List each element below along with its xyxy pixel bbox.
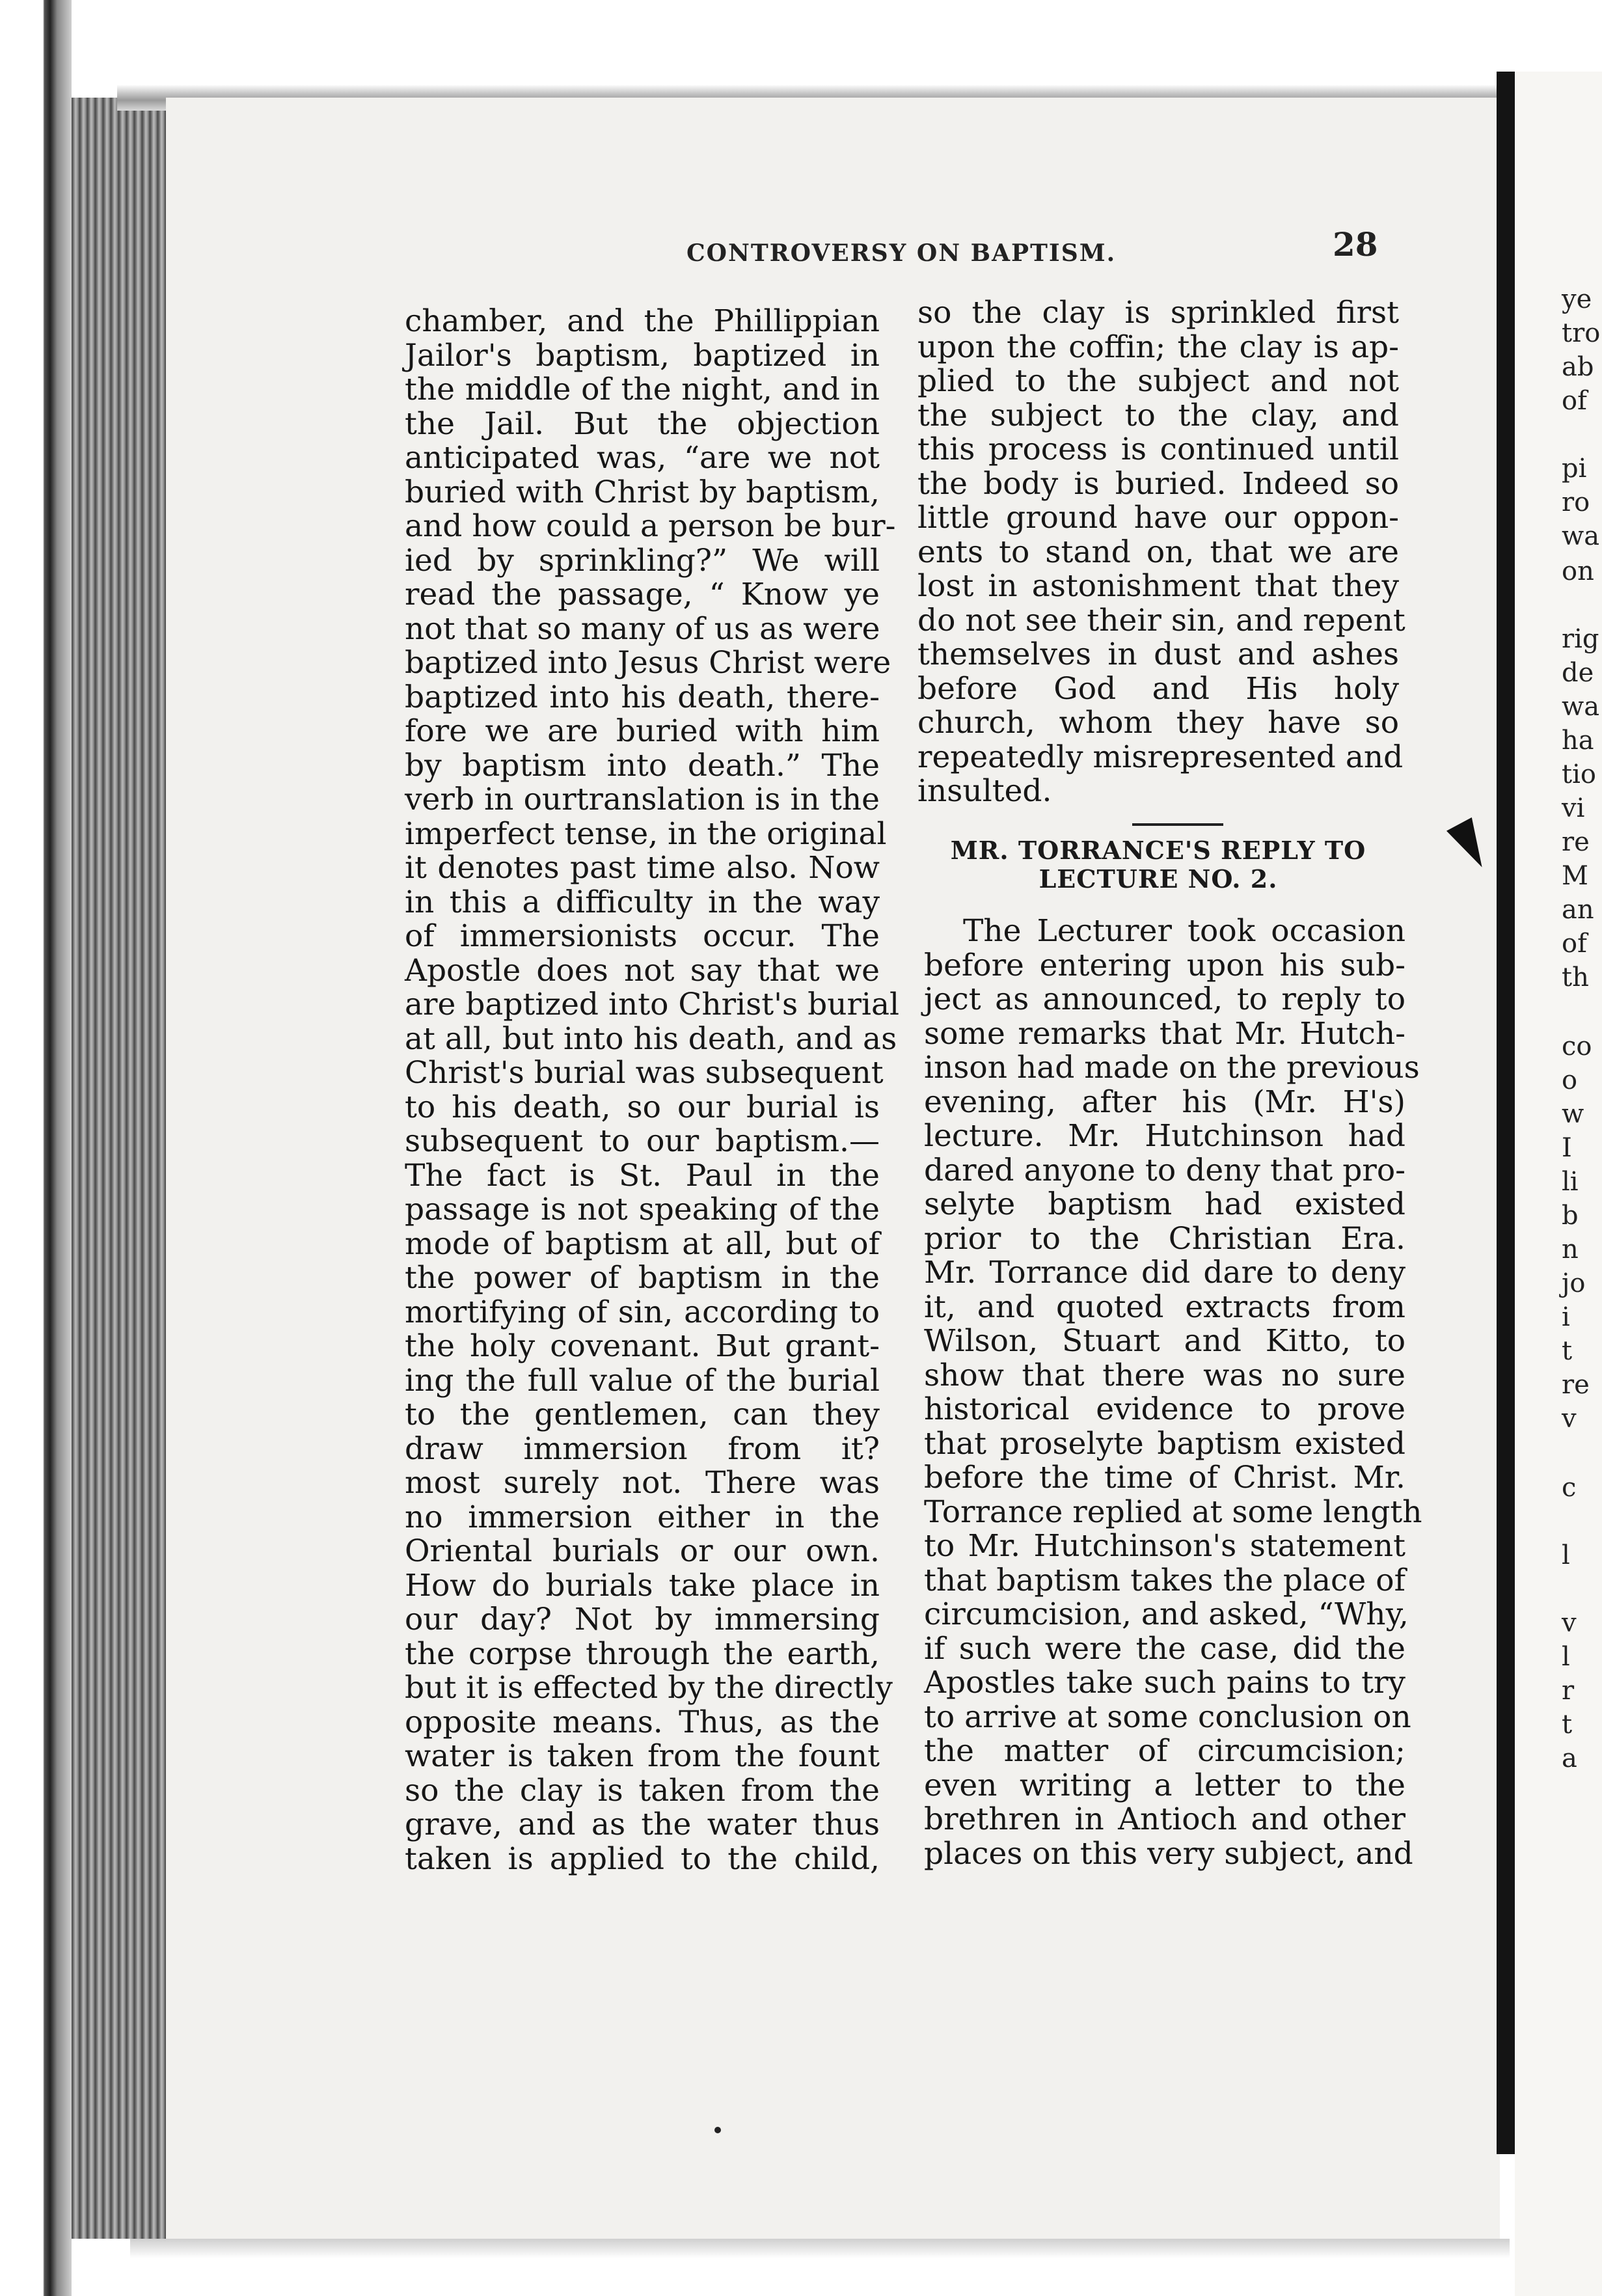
text-line: Christ's burial was subsequent — [405, 1055, 884, 1091]
text-line: Jailor's baptism, baptized in — [405, 337, 880, 374]
left-column — [405, 303, 900, 1877]
text-line: the power of baptism in the — [405, 1260, 880, 1296]
text-line: opposite means. Thus, as the — [405, 1704, 880, 1740]
text-line: that baptism takes the place of — [924, 1562, 1405, 1598]
text-line: ents to stand on, that we are — [917, 534, 1399, 570]
text-line: places on this very subject, and — [924, 1835, 1413, 1872]
adjacent-page-fragment: of — [1562, 386, 1587, 416]
text-line: church, whom they have so — [917, 705, 1399, 741]
section-heading — [937, 836, 1379, 894]
adjacent-page-fragment: o — [1562, 1065, 1578, 1095]
text-line: ject as announced, to reply to — [924, 981, 1405, 1017]
right-column-top — [917, 295, 1405, 809]
running-title: CONTROVERSY ON BAPTISM. — [686, 239, 1117, 267]
text-line: imperfect tense, in the original — [405, 815, 887, 852]
text-line: to Mr. Hutchinson's statement — [924, 1528, 1405, 1564]
book-gutter — [1497, 72, 1515, 2154]
text-line: How do burials take place in — [405, 1567, 880, 1604]
page-bottom-edge — [130, 2239, 1510, 2258]
text-line: at all, but into his death, and as — [405, 1020, 897, 1057]
adjacent-page-fragment: wa — [1562, 692, 1600, 722]
adjacent-page-fragment: v — [1562, 1608, 1577, 1638]
adjacent-page-fragment: t — [1562, 1710, 1573, 1740]
adjacent-page-fragment: w — [1562, 1099, 1584, 1129]
adjacent-page-fragment: i — [1562, 1302, 1570, 1332]
text-line: the holy covenant. But grant- — [405, 1328, 880, 1364]
text-line: insulted. — [917, 773, 1052, 809]
text-line: Apostle does not say that we — [405, 952, 880, 989]
text-line: show that there was no sure — [924, 1357, 1405, 1393]
adjacent-page-fragment: vi — [1562, 793, 1585, 823]
text-line: dared anyone to deny that pro- — [924, 1152, 1405, 1188]
text-line: inson had made on the previous — [924, 1050, 1420, 1086]
text-line: before entering upon his sub- — [924, 947, 1405, 983]
adjacent-page-fragment: jo — [1562, 1268, 1586, 1298]
text-line: ing the full value of the burial — [405, 1362, 880, 1399]
text-line: our day? Not by immersing — [405, 1602, 880, 1637]
text-line: the corpse through the earth, — [405, 1635, 880, 1672]
section-divider — [1132, 823, 1223, 826]
section-heading-line1: MR. TORRANCE'S REPLY TO — [950, 836, 1366, 865]
text-line: baptized into his death, there- — [405, 679, 880, 715]
adjacent-page-fragment: li — [1562, 1167, 1579, 1197]
text-line: baptized into Jesus Christ were — [405, 645, 891, 681]
text-line: if such were the case, did the — [924, 1630, 1405, 1667]
text-line: fore we are buried with him — [405, 713, 880, 749]
adjacent-page-fragment: b — [1562, 1201, 1579, 1231]
text-line: some remarks that Mr. Hutch- — [924, 1015, 1405, 1052]
text-line: Torrance replied at some length — [924, 1494, 1422, 1530]
adjacent-page — [1515, 72, 1602, 2296]
text-line: verb in ourtranslation is in the — [405, 782, 880, 817]
text-line: before God and His holy — [917, 670, 1399, 707]
text-line: to arrive at some conclusion on — [924, 1699, 1411, 1735]
adjacent-page-fragment: l — [1562, 1540, 1570, 1570]
text-line: in this a difficulty in the way — [405, 884, 880, 920]
text-line: by baptism into death.” The — [405, 747, 880, 784]
text-line: that proselyte baptism existed — [924, 1425, 1405, 1462]
text-line: and how could a person be bur- — [405, 508, 896, 544]
text-line: The Lecturer took occasion — [963, 913, 1405, 949]
adjacent-page-fragment: ab — [1562, 352, 1594, 382]
text-line: the body is buried. Indeed so — [917, 465, 1399, 502]
text-line: so the clay is sprinkled first — [917, 295, 1399, 331]
text-line: Oriental burials or our own. — [405, 1533, 880, 1569]
text-line: little ground have our oppon- — [917, 500, 1399, 536]
text-line: taken is applied to the child, — [405, 1840, 880, 1877]
section-heading-line2: LECTURE NO. 2. — [1039, 864, 1278, 894]
text-line: selyte baptism had existed — [924, 1186, 1405, 1222]
text-line: not that so many of us as were — [405, 610, 880, 647]
text-line: plied to the subject and not — [917, 363, 1399, 399]
right-column-bottom — [924, 913, 1422, 1872]
adjacent-page-fragment: tro — [1562, 318, 1601, 348]
text-line: water is taken from the fount — [405, 1738, 880, 1774]
adjacent-page-fragment: tio — [1562, 759, 1596, 789]
text-line: the Jail. But the objection — [405, 405, 880, 442]
adjacent-page-fragment: de — [1562, 658, 1594, 688]
text-line: The fact is St. Paul in the — [405, 1157, 880, 1194]
adjacent-page-fragment: I — [1562, 1133, 1572, 1163]
text-line: repeatedly misrepresented and — [917, 739, 1404, 775]
text-line: to his death, so our burial is — [405, 1089, 880, 1125]
text-line: the subject to the clay, and — [917, 397, 1399, 433]
text-line: subsequent to our baptism.— — [405, 1123, 880, 1159]
text-line: most surely not. There was — [405, 1465, 880, 1501]
text-line: upon the coffin; the clay is ap- — [917, 329, 1399, 365]
adjacent-page-fragment: pi — [1562, 454, 1587, 484]
ink-speck — [714, 2127, 721, 2133]
text-line: mode of baptism at all, but of — [405, 1225, 880, 1262]
text-line: ied by sprinkling?” We will — [405, 542, 880, 579]
text-line: Wilson, Stuart and Kitto, to — [924, 1323, 1405, 1359]
page-number: 28 — [1333, 225, 1378, 264]
adjacent-page-fragment: on — [1562, 556, 1594, 586]
adjacent-page-fragment: t — [1562, 1336, 1573, 1366]
text-line: draw immersion from it? — [405, 1430, 880, 1467]
text-line: mortifying of sin, according to — [405, 1294, 880, 1330]
text-line: Mr. Torrance did dare to deny — [924, 1255, 1405, 1291]
text-line: the middle of the night, and in — [405, 372, 880, 407]
text-line: brethren in Antioch and other — [924, 1801, 1405, 1837]
text-line: read the passage, “ Know ye — [405, 577, 880, 612]
text-line: grave, and as the water thus — [405, 1807, 880, 1842]
text-line: it denotes past time also. Now — [405, 850, 880, 886]
adjacent-page-fragment: re — [1562, 827, 1590, 857]
adjacent-page-fragment: M — [1562, 861, 1588, 891]
book-page-edges — [72, 98, 169, 2239]
text-line: before the time of Christ. Mr. — [924, 1460, 1405, 1496]
scan-margin — [0, 0, 72, 2296]
text-line: lecture. Mr. Hutchinson had — [924, 1118, 1405, 1154]
text-line: even writing a letter to the — [924, 1767, 1405, 1803]
text-line: historical evidence to prove — [924, 1391, 1405, 1427]
adjacent-page-fragment: an — [1562, 895, 1594, 925]
text-line: of immersionists occur. The — [405, 918, 880, 954]
text-line: themselves in dust and ashes — [917, 636, 1399, 672]
text-line: the matter of circumcision; — [924, 1733, 1405, 1769]
text-line: anticipated was, “are we not — [405, 440, 880, 476]
adjacent-page-fragment: a — [1562, 1743, 1577, 1773]
text-line: prior to the Christian Era. — [924, 1220, 1405, 1257]
text-line: are baptized into Christ's burial — [405, 987, 900, 1022]
adjacent-page-fragment: re — [1562, 1370, 1590, 1400]
adjacent-page-fragment: r — [1562, 1676, 1575, 1706]
adjacent-page-fragment: rig — [1562, 624, 1599, 654]
text-line: but it is effected by the directly — [405, 1670, 893, 1706]
adjacent-page-fragment: c — [1562, 1473, 1577, 1503]
adjacent-page-fragment: th — [1562, 963, 1589, 992]
text-line: circumcision, and asked, “Why, — [924, 1596, 1409, 1632]
text-line: Apostles take such pains to try — [924, 1665, 1405, 1701]
adjacent-page-fragment: ha — [1562, 726, 1594, 756]
adjacent-page-fragment: n — [1562, 1235, 1579, 1264]
text-line: to the gentlemen, can they — [405, 1397, 880, 1432]
adjacent-page-fragment: l — [1562, 1642, 1570, 1672]
adjacent-page-fragment: co — [1562, 1032, 1592, 1061]
text-line: chamber, and the Phillippian — [405, 303, 880, 339]
adjacent-page-fragment: wa — [1562, 521, 1600, 551]
text-line: no immersion either in the — [405, 1499, 880, 1535]
adjacent-page-fragment: of — [1562, 929, 1587, 959]
text-line: this process is continued until — [917, 431, 1399, 467]
text-line: it, and quoted extracts from — [924, 1289, 1405, 1325]
text-line: evening, after his (Mr. H's) — [924, 1084, 1405, 1120]
text-line: buried with Christ by baptism, — [405, 474, 880, 510]
text-line: passage is not speaking of the — [405, 1192, 880, 1227]
text-line: do not see their sin, and repent — [917, 602, 1405, 638]
adjacent-page-fragment: ye — [1562, 284, 1592, 314]
text-line: lost in astonishment that they — [917, 568, 1399, 604]
adjacent-page-fragment: v — [1562, 1404, 1577, 1434]
adjacent-page-fragment: ro — [1562, 487, 1590, 517]
text-line: so the clay is taken from the — [405, 1772, 880, 1809]
